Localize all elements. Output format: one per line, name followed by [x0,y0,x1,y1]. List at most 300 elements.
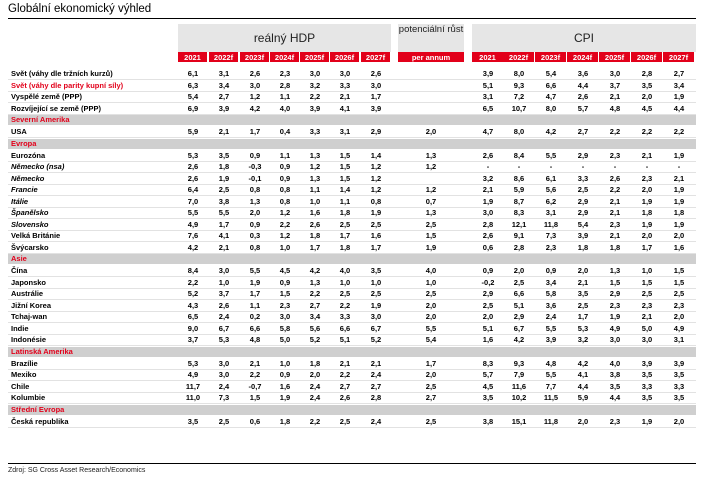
cpi-cell: 2,9 [482,289,494,298]
cpi-cell: 2,1 [673,173,685,183]
table-row [8,230,696,242]
gdp-cell: 1,9 [370,300,382,310]
gdp-cell: 4,2 [187,242,199,252]
cpi-cell: 1,7 [577,312,589,321]
cpi-cell: 7,7 [545,381,557,391]
table-row [8,91,696,103]
potential-cell: 2,0 [425,300,437,310]
gdp-cell: 1,4 [339,185,351,194]
row-label: Brazílie [11,358,38,368]
gdp-cell: 1,2 [279,231,291,240]
gdp-cell: 2,5 [339,219,351,229]
potential-cell: 1,3 [425,150,437,160]
row-separator [8,427,696,428]
table-row [8,207,696,219]
cpi-cell: 2,0 [673,312,685,321]
gdp-cell: 4,8 [249,335,261,344]
table-row [8,358,696,370]
gdp-cell: 0,8 [249,242,261,252]
table-row [8,126,696,138]
cpi-cell: 3,9 [641,358,653,368]
cpi-cell: 3,9 [577,231,589,240]
gdp-cell: 1,1 [249,300,261,310]
cpi-cell: 1,9 [609,312,621,321]
region-header [8,115,696,125]
gdp-cell: 6,9 [187,103,199,113]
gdp-cell: 5,8 [279,323,291,333]
gdp-cell: 0,2 [249,312,261,321]
cpi-cell: 3,8 [482,416,494,426]
page-title: Globální ekonomický výhled [8,3,152,15]
cpi-cell: 3,3 [641,381,653,391]
cpi-cell: 6,6 [545,80,557,90]
gdp-cell: 3,0 [370,312,382,321]
table-row [8,196,696,208]
table-row [8,323,696,335]
cpi-cell: 2,3 [609,219,621,229]
cpi-cell: 1,9 [673,150,685,160]
cpi-cell: 2,0 [641,231,653,240]
cpi-cell: 8,7 [513,196,525,206]
gdp-cell: 7,0 [187,196,199,206]
cpi-cell: 5,7 [577,103,589,113]
gdp-cell: 1,4 [370,150,382,160]
gdp-cell: 2,4 [309,381,321,391]
cpi-cell: 8,3 [482,358,494,368]
gdp-cell: 3,0 [279,312,291,321]
cpi-cell: 5,5 [545,150,557,160]
gdp-cell: 1,7 [249,127,261,136]
cpi-cell: 2,2 [673,127,685,136]
region-label: Evropa [11,138,37,148]
cpi-cell: 3,3 [577,173,589,183]
cpi-cell: 2,9 [577,150,589,160]
gdp-cell: 2,4 [218,312,230,321]
cpi-cell: 4,2 [513,335,525,344]
region-label: Střední Evropa [11,404,65,414]
table-row [8,381,696,393]
table-row [8,219,696,231]
cpi-cell: 4,7 [545,92,557,101]
row-label: Rozvíjející se země (PPP) [11,103,102,113]
gdp-cell: 11,7 [185,381,201,391]
gdp-cell: 3,9 [218,103,230,113]
region-label: Latinská Amerika [11,346,73,356]
gdp-cell: 1,1 [339,196,351,206]
gdp-cell: 0,9 [249,219,261,229]
gdp-cell: 5,3 [187,150,199,160]
cpi-cell: 2,5 [673,289,685,298]
cpi-cell: 1,0 [641,266,653,275]
row-label: Austrálie [11,289,44,298]
gdp-cell: 1,6 [309,208,321,217]
gdp-cell: 3,2 [309,80,321,90]
gdp-cell: 0,8 [279,196,291,206]
gdp-cell: 2,0 [249,208,261,217]
cpi-cell: 2,8 [482,219,494,229]
row-label: Eurozóna [11,150,46,160]
gdp-cell: 1,0 [370,277,382,287]
gdp-cell: 5,6 [309,323,321,333]
gdp-cell: 4,5 [279,266,291,275]
cpi-cell: 3,5 [673,393,685,402]
gdp-cell: 0,4 [279,127,291,136]
gdp-cell: 2,5 [339,416,351,426]
gdp-cell: 2,6 [370,69,382,78]
gdp-cell: 3,5 [370,266,382,275]
cpi-cell: 3,0 [609,335,621,344]
cpi-cell: 3,1 [482,92,494,101]
cpi-cell: 4,7 [482,127,494,136]
cpi-cell: 3,1 [673,335,685,344]
gdp-cell: 6,6 [249,323,261,333]
cpi-cell: 2,0 [482,312,494,321]
gdp-cell: 2,1 [339,92,351,101]
gdp-year-header-0: 2021 [178,52,207,62]
gdp-cell: 6,7 [218,323,230,333]
bottom-rule [8,463,696,464]
cpi-cell: 1,8 [609,242,621,252]
cpi-cell: 6,1 [545,173,557,183]
cpi-cell: 3,5 [673,370,685,379]
cpi-cell: 2,1 [577,277,589,287]
table-row [8,184,696,196]
region-header [8,347,696,357]
gdp-year-header-5: 2026f [330,52,359,62]
cpi-cell: 2,5 [641,289,653,298]
potential-cell: 1,2 [425,185,437,194]
cpi-cell: 1,9 [673,196,685,206]
gdp-cell: 1,3 [309,277,321,287]
cpi-cell: 2,6 [482,150,494,160]
cpi-cell: 3,5 [641,370,653,379]
potential-cell: 2,5 [425,219,437,229]
potential-cell: 2,5 [425,381,437,391]
region-label: Severní Amerika [11,115,70,124]
gdp-cell: 1,2 [370,162,382,171]
cpi-cell: 1,7 [641,242,653,252]
gdp-cell: 1,2 [249,92,261,101]
cpi-cell: 2,1 [609,196,621,206]
row-label: Svět (váhy dle parity kupní síly) [11,80,124,90]
gdp-cell: 5,3 [218,335,230,344]
gdp-cell: 1,0 [279,242,291,252]
gdp-cell: 2,2 [309,92,321,101]
cpi-year-header-3: 2024f [567,52,598,62]
gdp-cell: 1,1 [279,150,291,160]
potential-header: potenciální růst [398,24,464,35]
gdp-cell: -0,7 [248,381,262,391]
gdp-cell: 6,7 [370,323,382,333]
cpi-cell: 5,9 [513,185,525,194]
region-header [8,405,696,415]
cpi-year-header-2: 2023f [535,52,566,62]
gdp-cell: 1,2 [279,208,291,217]
cpi-cell: 9,3 [513,358,525,368]
gdp-cell: 2,8 [370,393,382,402]
gdp-cell: 0,8 [370,196,382,206]
cpi-cell: 4,1 [577,370,589,379]
gdp-cell: 2,1 [339,358,351,368]
potential-cell: 2,5 [425,416,437,426]
cpi-cell: 2,3 [641,300,653,310]
cpi-cell: 2,6 [609,173,621,183]
table-row [8,161,696,173]
potential-cell: 1,0 [425,277,437,287]
cpi-cell: 8,6 [513,173,525,183]
table-row [8,300,696,312]
potential-cell: 0,7 [425,196,437,206]
gdp-cell: 8,4 [187,266,199,275]
gdp-cell: 3,0 [218,358,230,368]
cpi-cell: - [486,162,490,171]
gdp-cell: 2,5 [218,416,230,426]
cpi-cell: 2,2 [609,127,621,136]
cpi-cell: 11,8 [543,219,559,229]
gdp-cell: 2,3 [279,300,291,310]
cpi-cell: 5,7 [482,370,494,379]
gdp-cell: 5,5 [249,266,261,275]
row-label: Jižní Korea [11,300,52,310]
cpi-cell: 1,9 [641,416,653,426]
cpi-cell: 1,5 [641,277,653,287]
region-label: Asie [11,254,27,263]
cpi-cell: - [677,162,681,171]
cpi-cell: 1,5 [609,277,621,287]
gdp-cell: 0,9 [279,173,291,183]
table-row [8,416,696,428]
cpi-cell: 6,2 [545,196,557,206]
cpi-cell: 11,8 [543,416,559,426]
gdp-cell: 6,3 [187,80,199,90]
cpi-cell: 4,4 [577,381,589,391]
gdp-cell: 2,5 [370,289,382,298]
cpi-cell: 4,5 [482,381,494,391]
gdp-cell: 1,8 [339,208,351,217]
cpi-cell: 1,6 [673,242,685,252]
cpi-cell: 2,9 [577,196,589,206]
cpi-cell: 5,6 [545,185,557,194]
gdp-cell: 3,4 [218,80,230,90]
row-label: Slovensko [11,219,49,229]
gdp-cell: 3,1 [218,69,230,78]
gdp-year-header-3: 2024f [270,52,299,62]
gdp-cell: 4,1 [339,103,351,113]
row-label: Itálie [11,196,29,206]
cpi-cell: 9,3 [513,80,525,90]
gdp-cell: 1,5 [279,289,291,298]
cpi-cell: 12,1 [511,219,527,229]
gdp-cell: 1,6 [370,231,382,240]
cpi-cell: 2,2 [609,185,621,194]
gdp-cell: 5,5 [187,208,199,217]
cpi-cell: 2,0 [641,92,653,101]
gdp-cell: 9,0 [187,323,199,333]
cpi-cell: 3,2 [482,173,494,183]
gdp-cell: 2,1 [218,242,230,252]
row-label: Japonsko [11,277,47,287]
gdp-cell: 7,6 [187,231,199,240]
potential-cell: 1,7 [425,358,437,368]
gdp-cell: 2,7 [309,300,321,310]
cpi-cell: - [549,162,553,171]
gdp-cell: 1,3 [249,196,261,206]
cpi-cell: 2,2 [641,127,653,136]
cpi-cell: - [581,162,585,171]
gdp-header: reálný HDP [253,31,316,45]
gdp-cell: 3,5 [218,150,230,160]
potential-cell: 5,5 [425,323,437,333]
region-header [8,139,696,149]
row-label: Svět (váhy dle tržních kurzů) [11,69,113,78]
cpi-cell: 3,9 [482,69,494,78]
row-label: Indonésie [11,335,47,344]
gdp-cell: 3,1 [339,127,351,136]
gdp-cell: 1,0 [279,358,291,368]
gdp-cell: 4,2 [309,266,321,275]
potential-cell: 4,0 [425,266,437,275]
cpi-cell: 4,4 [609,393,621,402]
potential-cell: 2,0 [425,127,437,136]
gdp-cell: 1,7 [339,231,351,240]
cpi-cell: 4,4 [673,103,685,113]
cpi-cell: 2,8 [513,242,525,252]
cpi-cell: 3,6 [545,300,557,310]
gdp-year-header-4: 2025f [300,52,329,62]
potential-cell: 1,9 [425,242,437,252]
gdp-cell: 3,5 [187,416,199,426]
gdp-cell: 1,8 [309,358,321,368]
cpi-cell: 0,9 [545,266,557,275]
gdp-cell: 2,4 [218,381,230,391]
gdp-year-header-1: 2022f [209,52,238,62]
cpi-cell: 3,6 [577,69,589,78]
gdp-cell: 1,7 [370,242,382,252]
gdp-cell: 4,9 [187,219,199,229]
row-label: Indie [11,323,29,333]
gdp-cell: 1,5 [339,162,351,171]
gdp-cell: 2,6 [309,219,321,229]
cpi-cell: 2,5 [513,277,525,287]
table-row [8,392,696,404]
cpi-cell: 11,5 [543,393,559,402]
cpi-cell: 1,5 [673,277,685,287]
cpi-cell: 2,0 [577,266,589,275]
cpi-cell: 3,1 [545,208,557,217]
cpi-cell: 2,3 [609,150,621,160]
row-label: Kolumbie [11,393,46,402]
title-rule [8,18,696,19]
table-row [8,173,696,185]
cpi-cell: 3,0 [641,335,653,344]
cpi-cell: 5,1 [482,323,494,333]
cpi-cell: 3,4 [673,80,685,90]
gdp-cell: 2,6 [339,393,351,402]
region-header [8,254,696,264]
source-note: Zdroj: SG Cross Asset Research/Economics [8,467,146,474]
cpi-cell: 1,9 [673,92,685,101]
gdp-cell: 5,2 [187,289,199,298]
gdp-cell: 2,2 [279,219,291,229]
cpi-cell: 5,9 [577,393,589,402]
cpi-cell: 6,7 [513,323,525,333]
cpi-cell: 1,5 [673,266,685,275]
cpi-cell: 8,0 [513,69,525,78]
row-label: Velká Británie [11,231,61,240]
table-row [8,68,696,80]
row-label: Čína [11,266,28,275]
gdp-cell: 3,0 [218,266,230,275]
gdp-cell: 2,7 [218,92,230,101]
gdp-cell: 2,5 [339,289,351,298]
gdp-cell: 2,1 [249,358,261,368]
cpi-cell: 11,6 [511,381,527,391]
gdp-cell: 2,3 [279,69,291,78]
table-row [8,277,696,289]
cpi-cell: 5,0 [641,323,653,333]
table-row [8,334,696,346]
gdp-cell: 3,7 [187,335,199,344]
gdp-cell: 1,0 [218,277,230,287]
cpi-cell: 4,4 [577,80,589,90]
gdp-cell: 2,2 [309,289,321,298]
gdp-cell: 1,2 [370,185,382,194]
table-row [8,369,696,381]
cpi-cell: 9,1 [513,231,525,240]
gdp-cell: 3,3 [339,80,351,90]
cpi-cell: 5,4 [545,69,557,78]
potential-cell: 2,0 [425,370,437,379]
gdp-cell: 0,9 [279,370,291,379]
gdp-cell: 2,1 [370,358,382,368]
row-label: Švýcarsko [11,242,49,252]
cpi-cell: 6,6 [513,289,525,298]
cpi-cell: 2,1 [609,208,621,217]
cpi-cell: 0,9 [482,266,494,275]
cpi-cell: 2,5 [577,300,589,310]
gdp-cell: 2,9 [370,127,382,136]
cpi-cell: 5,5 [545,370,557,379]
cpi-cell: 8,0 [545,103,557,113]
gdp-cell: 2,6 [218,300,230,310]
gdp-cell: 2,0 [309,370,321,379]
gdp-cell: 1,9 [279,393,291,402]
cpi-cell: - [645,162,649,171]
cpi-cell: 1,8 [673,208,685,217]
row-label: Německo [11,173,45,183]
gdp-cell: 2,7 [339,381,351,391]
cpi-year-header-1: 2022f [503,52,534,62]
potential-cell: 1,5 [425,231,437,240]
cpi-cell: 3,8 [609,370,621,379]
gdp-cell: 4,0 [339,266,351,275]
gdp-cell: 4,2 [249,103,261,113]
gdp-cell: 1,7 [218,219,230,229]
cpi-cell: 2,7 [673,69,685,78]
gdp-cell: 3,9 [309,103,321,113]
potential-unit-header: per annum [398,52,464,62]
cpi-cell: 2,6 [577,92,589,101]
cpi-cell: 2,0 [513,266,525,275]
cpi-cell: 2,3 [609,300,621,310]
gdp-cell: 2,2 [339,370,351,379]
cpi-cell: 2,4 [545,312,557,321]
cpi-cell: 2,6 [482,231,494,240]
cpi-cell: 4,5 [641,103,653,113]
cpi-cell: 10,2 [511,393,527,402]
gdp-cell: 1,7 [309,242,321,252]
gdp-cell: 2,4 [370,370,382,379]
